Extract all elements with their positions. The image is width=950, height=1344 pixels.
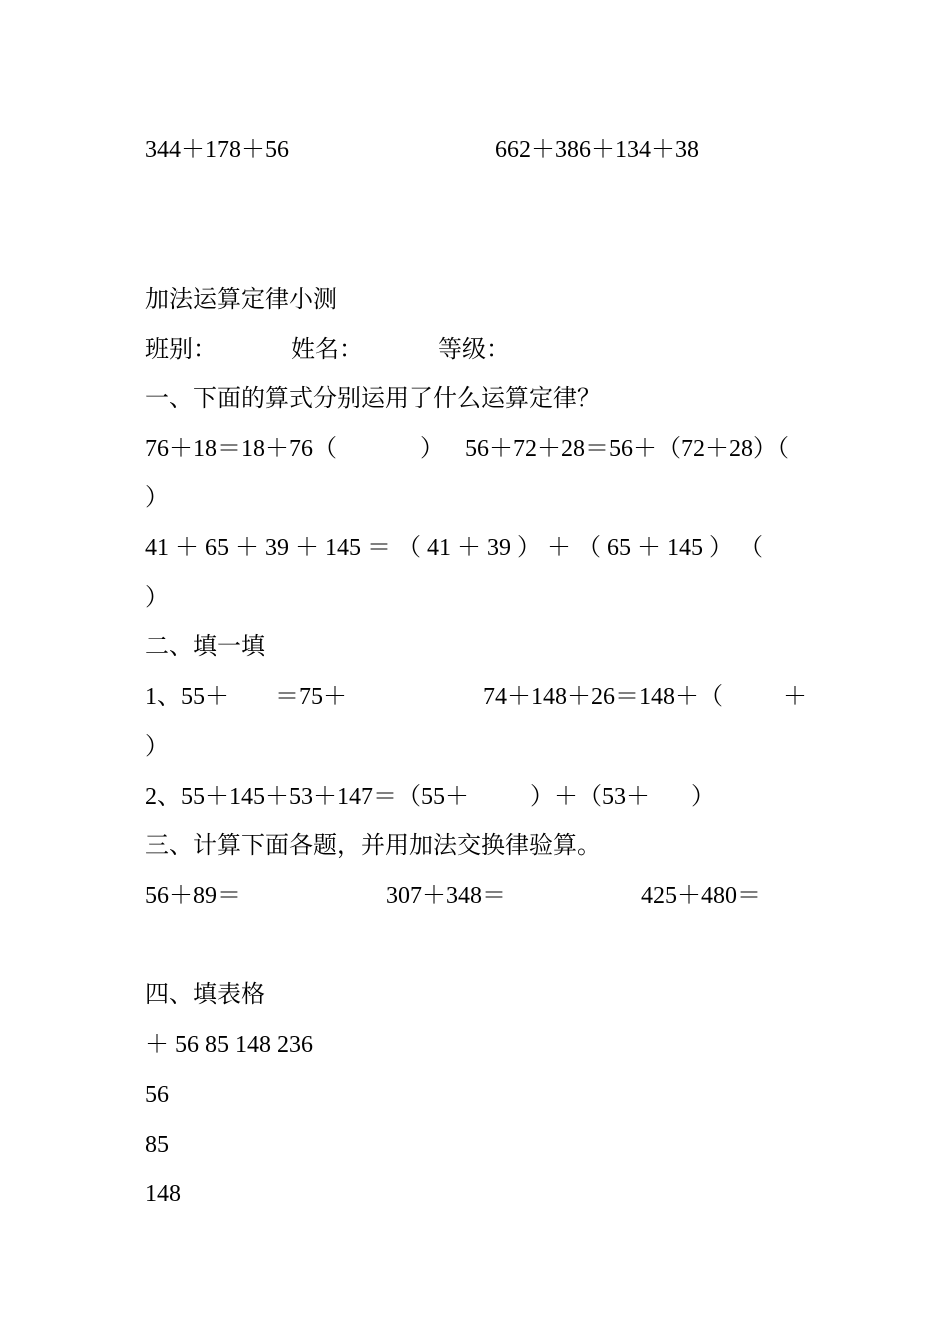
section2-q2-c: ） [691, 784, 715, 810]
table-row [145, 1174, 810, 1214]
section1-question2-wrap [145, 578, 810, 618]
section3-heading-text: 三、计算下面各题，并用加法交换律验算。 [145, 833, 601, 859]
section4-heading [145, 975, 810, 1015]
section1-question1-wrap [145, 478, 810, 518]
quiz-title-text: 加法运算定律小测 [145, 287, 337, 313]
top-expression-row [145, 130, 810, 170]
section3-expr1: 56＋89＝ [145, 883, 241, 909]
section3-expressions [145, 876, 810, 916]
info-row [145, 330, 810, 370]
section1-q1-wrap-text: ） [145, 485, 169, 511]
section3-heading [145, 826, 810, 866]
section1-q1-right: 56＋72＋28＝56＋（72＋28）（ [465, 436, 789, 462]
table-row-label: 56 [145, 1082, 169, 1108]
section1-q1-left: 76＋18＝18＋76（ [145, 436, 337, 462]
name-label: 姓名： [291, 337, 363, 363]
section2-q1-right-b: ＋ [783, 684, 807, 710]
grade-label: 等级： [438, 337, 510, 363]
top-expression-left: 344＋178＋56 [145, 137, 289, 163]
section2-question1-wrap [145, 727, 810, 767]
table-header-text: ＋ 56 85 148 236 [145, 1032, 313, 1058]
section1-q1-close: ） [420, 436, 444, 462]
section2-q1-left-b: ＝75＋ [275, 684, 347, 710]
section4-heading-text: 四、填表格 [145, 982, 265, 1008]
table-row-label: 85 [145, 1132, 169, 1158]
table-row [145, 1125, 810, 1165]
section2-question2 [145, 777, 810, 817]
section2-q1-wrap-text: ） [145, 734, 169, 760]
quiz-title [145, 280, 810, 320]
top-expression-right: 662＋386＋134＋38 [495, 137, 699, 163]
section1-heading [145, 379, 810, 419]
section3-expr3: 425＋480＝ [641, 883, 761, 909]
section2-question1 [145, 677, 810, 717]
section2-heading-text: 二、填一填 [145, 634, 265, 660]
section3-expr2: 307＋348＝ [386, 883, 506, 909]
table-row [145, 1075, 810, 1115]
section1-question1 [145, 429, 810, 469]
section1-question2 [145, 528, 810, 568]
section2-q2-a: 2、55＋145＋53＋147＝（55＋ [145, 784, 469, 810]
class-label: 班别： [145, 337, 217, 363]
table-row-label: 148 [145, 1181, 181, 1207]
section1-q2-wrap-text: ） [145, 585, 169, 611]
section2-q1-right-a: 74＋148＋26＝148＋（ [483, 684, 723, 710]
table-header-row [145, 1025, 810, 1065]
section2-q1-left-a: 1、55＋ [145, 684, 229, 710]
section2-heading [145, 627, 810, 667]
section1-q2-text: 41 ＋ 65 ＋ 39 ＋ 145 ＝ （ 41 ＋ 39 ） ＋ （ 65 ＋ 145 ） （ [145, 535, 763, 561]
section1-heading-text: 一、下面的算式分别运用了什么运算定律？ [145, 386, 601, 412]
section2-q2-b: ）＋（53＋ [530, 784, 650, 810]
